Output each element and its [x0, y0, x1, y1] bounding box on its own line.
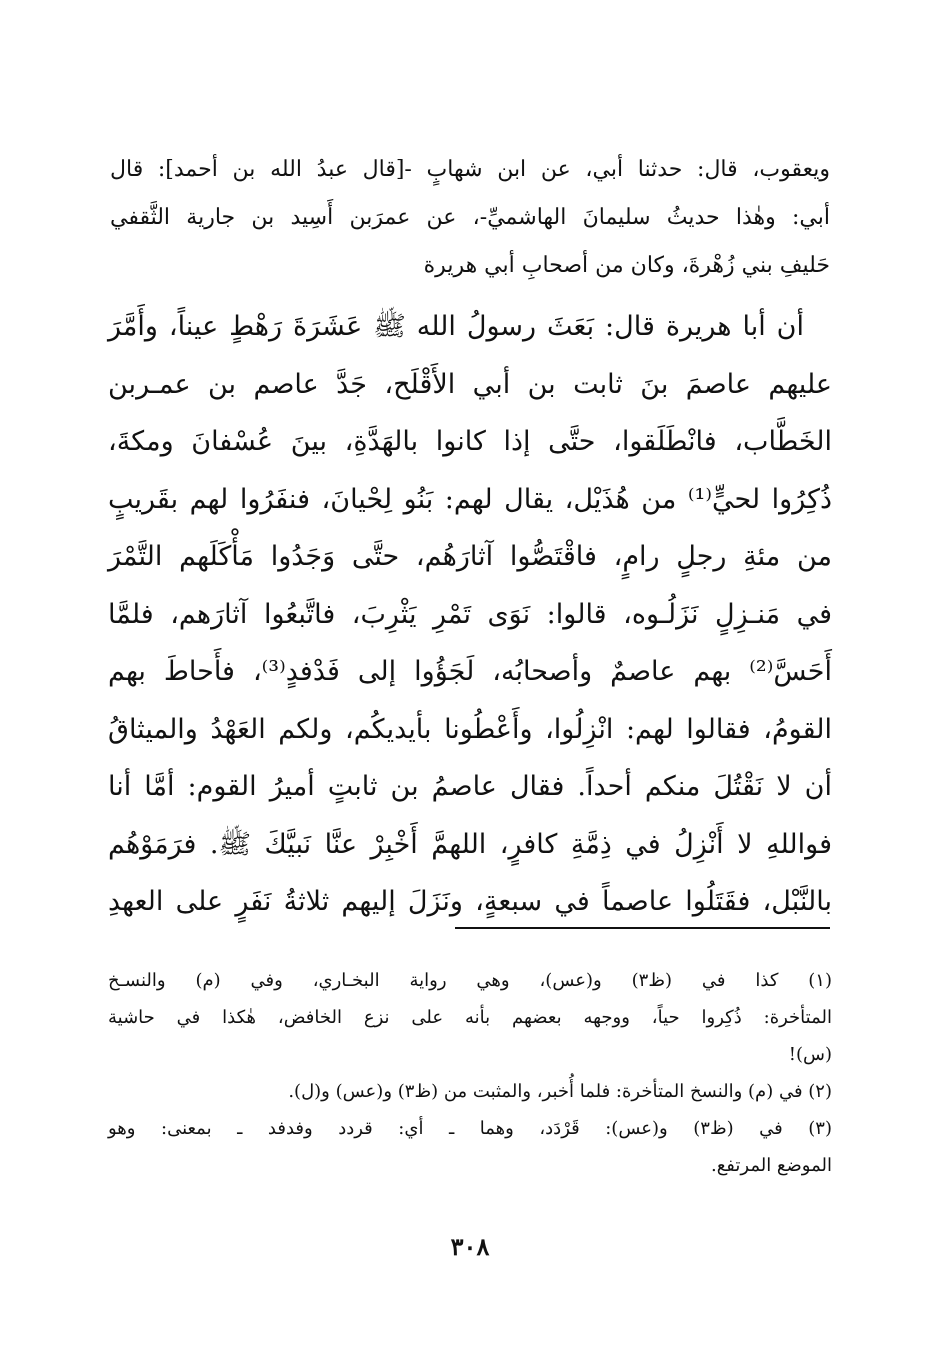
footnote-line: الموضع المرتفع.: [710, 1155, 832, 1176]
intro-line: ويعقوب، قال: حدثنا أبي، عن ابن شهابٍ -[قال عبدُ الله بن أحمد]: قال: [110, 157, 830, 182]
footnote-line: (١) كذا في (ظ٣) و(عس)، وهي رواية البخـاري، وفي (م) والنسـخ: [108, 970, 832, 991]
intro-line: أبي: وهٰذا حديثُ سليمانَ الهاشميِّ-، عن عمرَبن أَسِيد بن جارية الثَّقفي: [110, 205, 830, 230]
footnotes: [108, 962, 832, 1184]
footnote-line: (س)!: [788, 1044, 832, 1065]
intro-line: حَليفِ بني زُهْرةَ، وكان من أصحابِ أبي هريرة: [423, 253, 830, 278]
hadith-text: [108, 298, 832, 931]
footnote-line: (٣) في (ظ٣) و(عس): قَرْدَد، وهما ـ أي: قردد وفدفد ـ بمعنى: وهو: [108, 1118, 832, 1139]
footnote-1: [108, 962, 832, 1073]
hadith-line: في مَنـزِلٍ نَزَلُـوه، قالوا: نَوَى تَمْرِ يَثْرِبَ، فاتَّبعُوا آثارَهم، فلمَّا: [108, 598, 832, 630]
footnote-line: (٢) في (م) والنسخ المتأخرة: فلما أُخبر، والمثبت من (ظ٣) و(عس) و(ل).: [288, 1081, 832, 1102]
footnote-3: [108, 1110, 832, 1184]
hadith-line: من مئةِ رجلٍ رامٍ، فاقْتَصُّوا آثارَهُم، حتَّى وَجَدُوا مَأْكَلَهم التَّمْرَ: [108, 541, 832, 572]
hadith-line: أن لا نَقْتُلَ منكم أحداً. فقال عاصمُ بن ثابتٍ أميرُ القوم: أمَّا أنا: [108, 771, 832, 802]
hadith-line: ذُكِرُوا لحيٍّ⁽¹⁾ من هُذَيْل، يقال لهم: بَنُو لِحْيانَ، فنفَرُوا لهم بقَريبٍ: [108, 483, 832, 515]
footnote-line: المتأخرة: ذُكِروا حياً، ووجهه بعضهم بأنه على نزع الخافض، هٰكذا في حاشية: [108, 1007, 832, 1028]
hadith-line: عليهم عاصمَ بنَ ثابت بن أبي الأَقْلَح، جَدَّ عاصم بن عمـربن: [108, 368, 832, 400]
footnote-separator: [455, 927, 830, 929]
footnote-2: [108, 1073, 832, 1110]
hadith-line: الخَطَّاب، فانْطَلَقوا، حتَّى إذا كانوا بالهَدَّةِ، بينَ عُسْفانَ ومكةَ،: [108, 426, 832, 457]
hadith-line: القومُ، فقالوا لهم: انْزِلُوا، وأَعْطُونا بأيديكُم، ولكم العَهْدُ والميثاقُ: [108, 713, 832, 745]
hadith-line: بالنَّبْل، فقَتَلُوا عاصماً في سبعةٍ، ونَزَلَ إليهم ثلاثةُ نَفَرٍ على العهدِ: [108, 886, 832, 917]
hadith-line: فواللهِ لا أَنْزِلُ في ذِمَّةِ كافرٍ، اللهمَّ أَخْبِرْ عنَّا نَبيَّكَ ﷺ. فرَمَوْهُم: [108, 828, 832, 860]
hadith-line: أَحَسَّ⁽²⁾ بهم عاصمٌ وأصحابُه، لَجَؤُوا إلى فَدْفدٍ⁽³⁾، فأَحاطَ بهم: [108, 656, 832, 687]
hadith-line: أن أبا هريرة قال: بَعَثَ رسولُ الله ﷺ عَشَرَةَ رَهْطٍ عيناً، وأَمَّرَ: [108, 311, 804, 342]
page-number: ٣٠٨: [450, 1232, 490, 1261]
isnad-intro: [110, 146, 830, 290]
